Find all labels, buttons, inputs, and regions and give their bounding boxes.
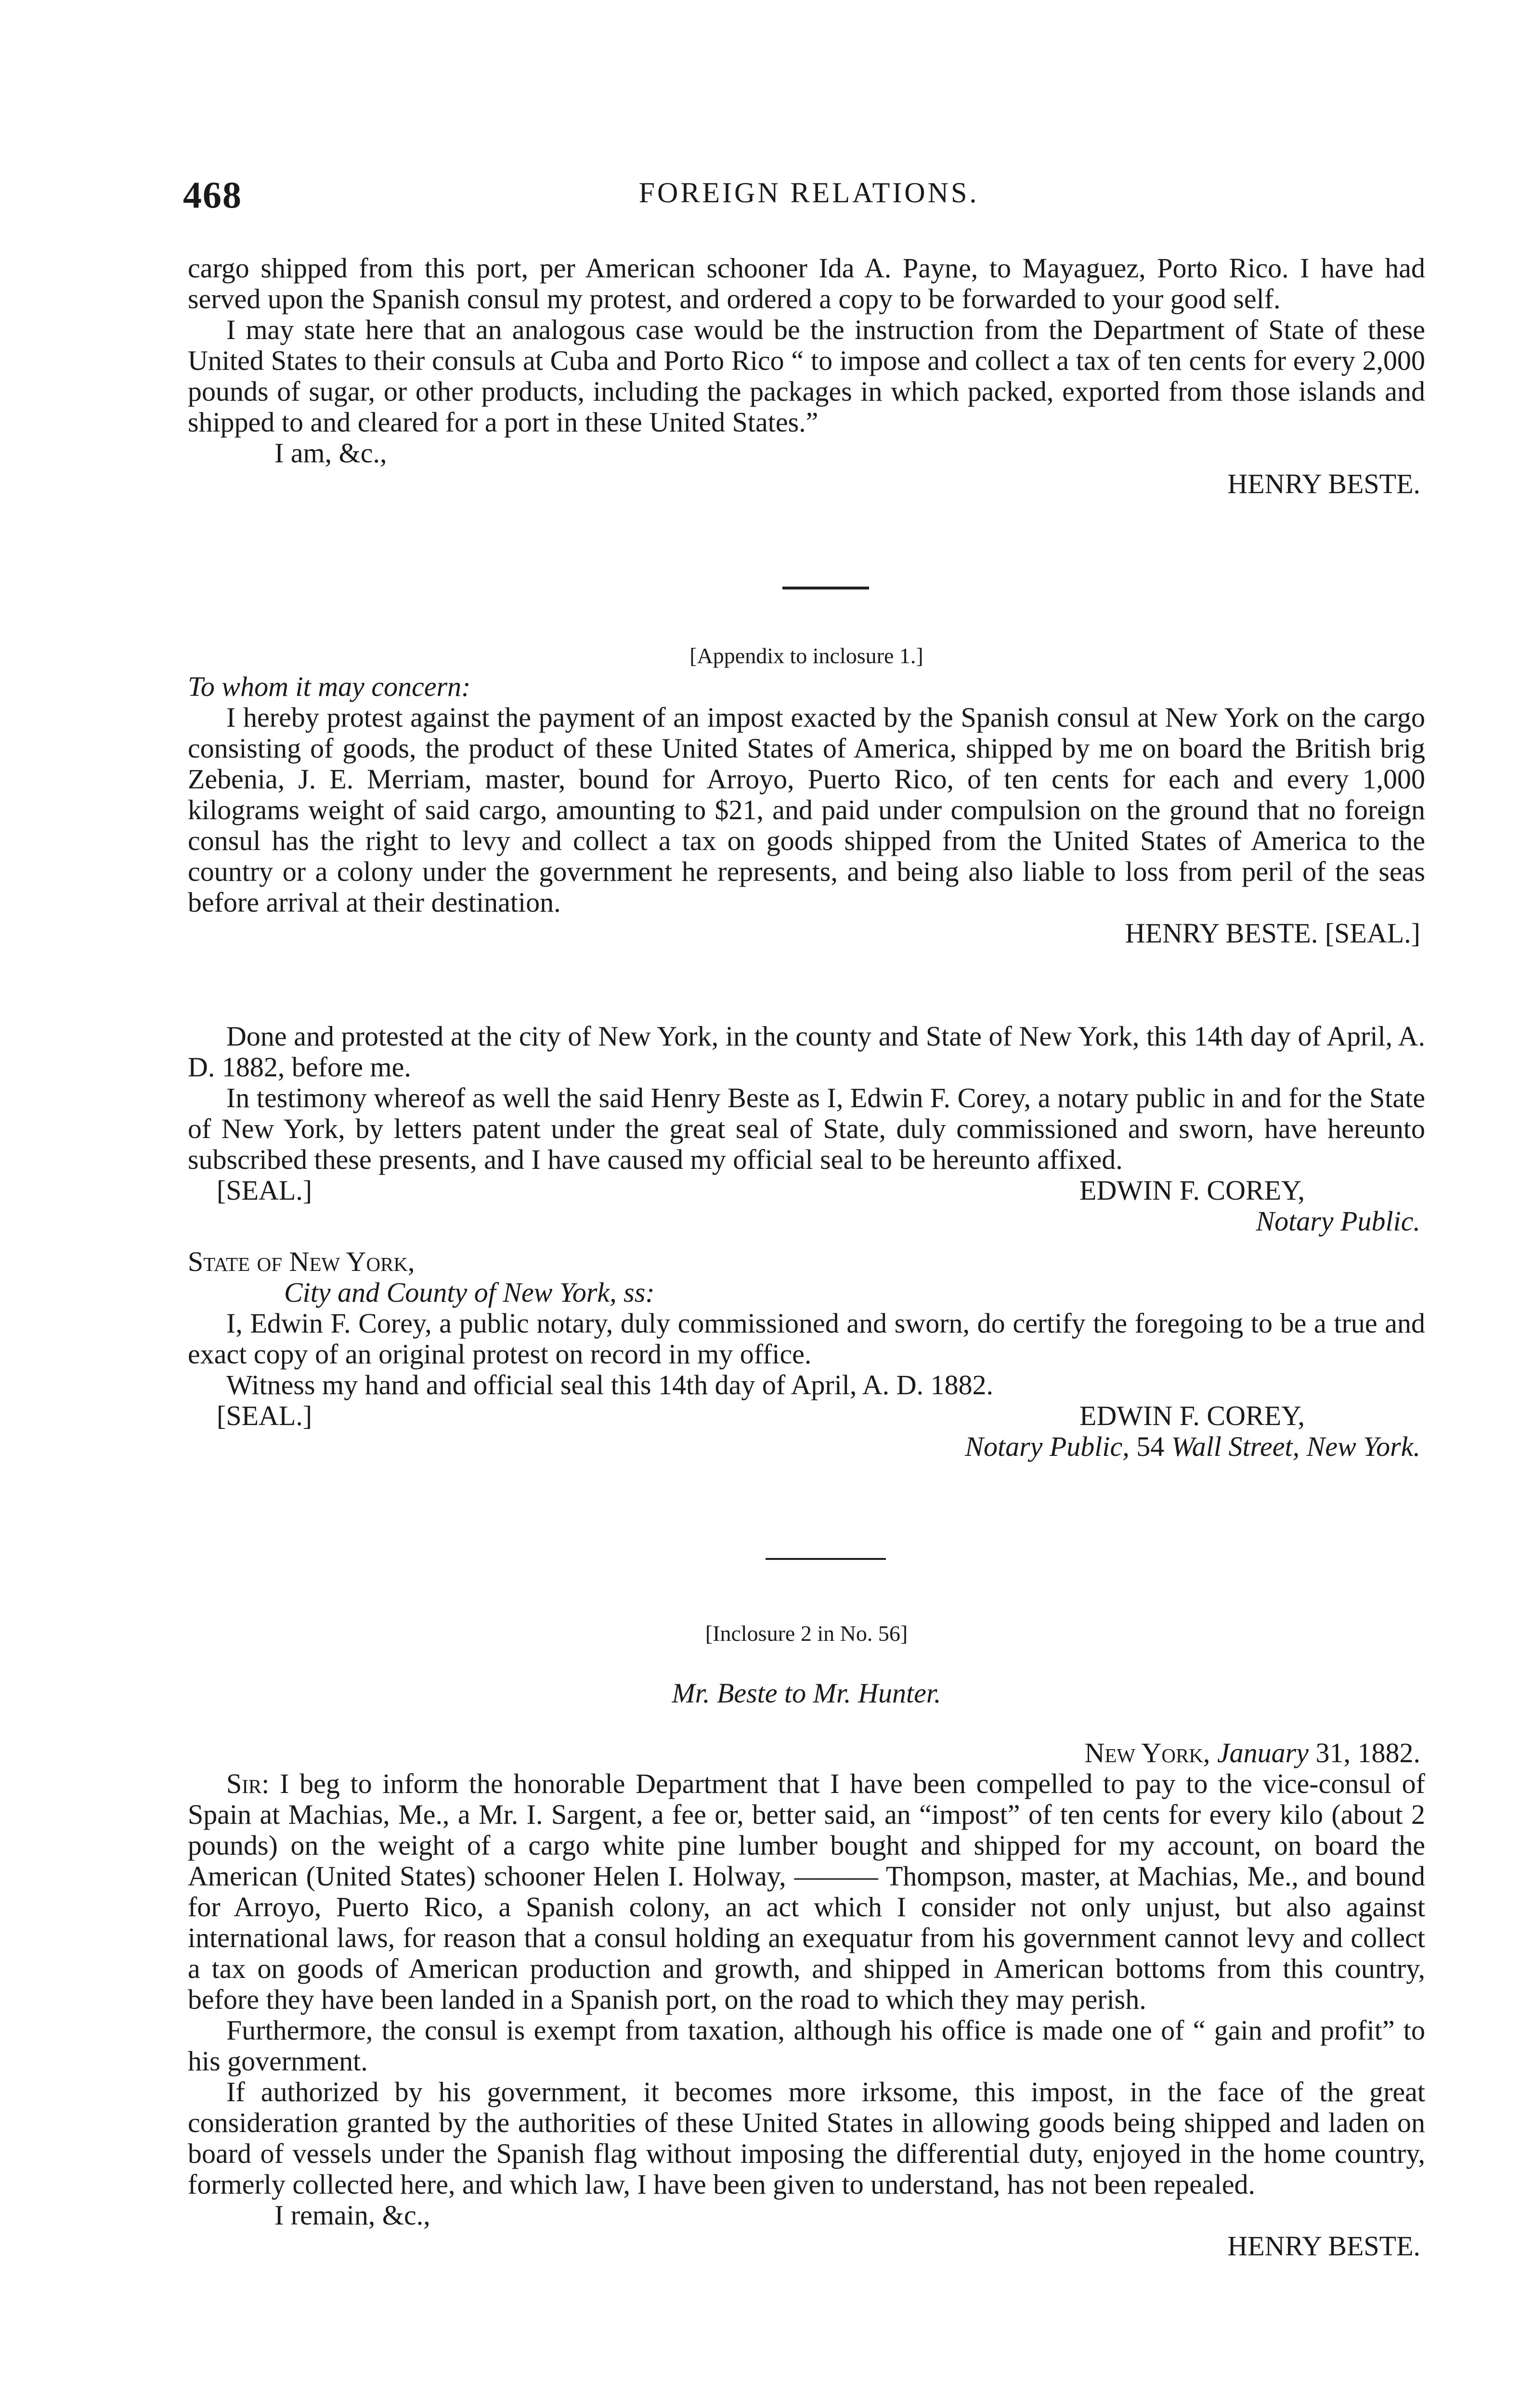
venue-county: City and County of New York, ss: xyxy=(284,1277,655,1308)
paragraph: In testimony whereof as well the said Henry Beste as I, Edwin F. Corey, a notary public in and for the State of New York, by letters patent under the great seal of State, duly commissioned and sworn, have hereunto subscribed these presents, and I have caused my official seal to be hereunto affixed. xyxy=(188,1082,1425,1175)
paragraph: I may state here that an analogous case would be the instruction from the Department of State of these United States to their consuls at Cuba and Porto Rico “ to impose and collect a tax of ten cents for every 2,000 pounds of sugar, or other products, including the packages in which packed, exported from those islands and shipped to and cleared for a port in these United States.” xyxy=(188,314,1425,438)
salutation: Sir: xyxy=(226,1768,270,1799)
letter-continuation xyxy=(188,253,1425,499)
signature: HENRY BESTE. xyxy=(1227,468,1420,499)
inclosure-heading: [Inclosure 2 in No. 56] xyxy=(705,1621,908,1646)
paragraph: Witness my hand and official seal this 14th day of April, A. D. 1882. xyxy=(226,1369,993,1400)
letter-title: Mr. Beste to Mr. Hunter. xyxy=(672,1677,941,1709)
signature: HENRY BESTE. xyxy=(1125,917,1318,949)
notarial-section xyxy=(188,1021,1425,1462)
page-number: 468 xyxy=(183,174,242,216)
page-header xyxy=(183,173,1435,222)
paragraph: I hereby protest against the payment of an impost exacted by the Spanish consul at New York on the cargo consisting of goods, the product of these United States of America, shipped by me on board the British brig Zebenia, J. E. Merriam, master, bound for Arroyo, Puerto Rico, of ten cents for each and every 1,000 kilograms weight of said cargo, amounting to $21, and paid under compulsion on the ground that no foreign consul has the right to levy and collect a tax on goods shipped from the United States of America to the country or a colony under the government he represents, and being also liable to loss from peril of the seas before arrival at their destination. xyxy=(188,702,1425,918)
paragraph: If authorized by his government, it becomes more irksome, this impost, in the face of the great consideration granted by the authorities of these United States in allowing goods being shipped and laden on board of vessels under the Spanish flag without imposing the differential duty, enjoyed in the home country, formerly collected here, and which law, I have been given to understand, has not been repealed. xyxy=(188,2076,1425,2200)
closing: I am, &c., xyxy=(274,437,387,469)
section-divider xyxy=(782,587,869,589)
appendix-section xyxy=(188,641,1425,949)
appendix-heading: [Appendix to inclosure 1.] xyxy=(689,643,923,668)
section-divider xyxy=(766,1558,886,1560)
venue-state: State of New York, xyxy=(188,1246,415,1277)
notary-title: Notary Public. xyxy=(1256,1205,1420,1237)
inclosure-2-section xyxy=(188,1618,1425,2262)
salutation: To whom it may concern: xyxy=(188,671,471,702)
seal-mark: [SEAL.] xyxy=(217,1400,312,1431)
closing: I remain, &c., xyxy=(274,2199,430,2231)
signature-with-seal xyxy=(188,918,1425,949)
paragraph: cargo shipped from this port, per American schooner Ida A. Payne, to Mayaguez, Porto Rico. I have had served upon the Spanish consul my protest, and ordered a copy to be forwarded to your good self. xyxy=(188,252,1425,314)
paragraph: Done and protested at the city of New York, in the county and State of New York, this 14th day of April, A. D. 1882, before me. xyxy=(188,1021,1425,1083)
seal-signature-row xyxy=(188,1400,1425,1431)
notary-title: Notary Public, 54 Wall Street, New York. xyxy=(965,1431,1420,1462)
notary-name: EDWIN F. COREY, xyxy=(1079,1400,1305,1431)
running-title: FOREIGN RELATIONS. xyxy=(638,177,979,209)
seal-mark: [SEAL.] xyxy=(1325,917,1420,949)
paragraph: Sir: I beg to inform the honorable Department that I have been compelled to pay to the vice-consul of Spain at Machias, Me., a Mr. I. Sargent, a fee or, better said, an “impost” of ten cents for every kilo (about 2 pounds) on the weight of a cargo white pine lumber bought and shipped for my account, on board the American (United States) schooner Helen I. Holway, ——— Thompson, master, at Machias, Me., and bound for Arroyo, Puerto Rico, a Spanish colony, an act which I consider not only unjust, but also against international laws, for reason that a consul holding an exequatur from his government cannot levy and collect a tax on goods of American production and growth, and shipped in American bottoms from this country, before they have been landed in a Spanish port, on the road to which they may perish. xyxy=(188,1768,1425,2015)
signature: HENRY BESTE. xyxy=(1227,2230,1420,2262)
paragraph: I, Edwin F. Corey, a public notary, duly commissioned and sworn, do certify the foregoing to be a true and exact copy of an original protest on record in my office. xyxy=(188,1308,1425,1370)
paragraph: Furthermore, the consul is exempt from taxation, although his office is made one of “ gain and profit” to his government. xyxy=(188,2015,1425,2077)
letter-date: New York, January 31, 1882. xyxy=(1084,1737,1420,1768)
seal-mark: [SEAL.] xyxy=(217,1175,312,1206)
notary-name: EDWIN F. COREY, xyxy=(1079,1175,1305,1206)
seal-signature-row xyxy=(188,1175,1425,1206)
